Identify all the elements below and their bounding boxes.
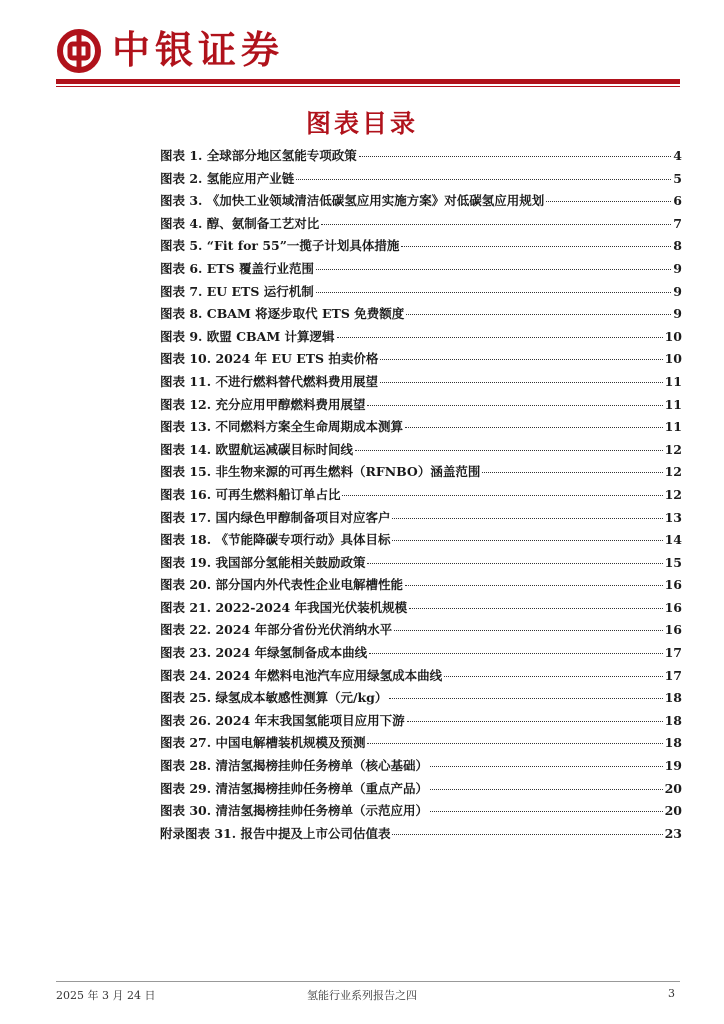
toc-entry[interactable]	[160, 440, 682, 463]
toc-entry-page[interactable]: 9	[673, 306, 682, 322]
toc-entry[interactable]	[160, 756, 682, 779]
toc-leader-dots	[405, 585, 663, 586]
toc-entry[interactable]	[160, 282, 682, 305]
toc-entry-page[interactable]: 15	[664, 554, 682, 570]
toc-leader-dots	[392, 834, 662, 835]
toc-entry[interactable]	[160, 553, 682, 576]
toc-entry-page[interactable]: 5	[673, 170, 682, 186]
bank-of-china-logo-icon	[56, 28, 102, 74]
toc-leader-dots	[367, 743, 662, 744]
toc-entry-label[interactable]: 图表 22. 2024 年部分省份光伏消纳水平	[160, 622, 393, 638]
toc-entry-label[interactable]: 图表 30. 清洁氢揭榜挂帅任务榜单（示范应用）	[160, 803, 428, 819]
toc-entry[interactable]	[160, 688, 682, 711]
footer-rule	[56, 981, 680, 982]
toc-leader-dots	[367, 563, 662, 564]
toc-leader-dots	[409, 608, 663, 609]
toc-entry[interactable]	[160, 304, 682, 327]
toc-leader-dots	[430, 766, 663, 767]
toc-entry[interactable]	[160, 666, 682, 689]
toc-leader-dots	[337, 337, 663, 338]
toc-entry[interactable]	[160, 779, 682, 802]
toc-leader-dots	[380, 382, 663, 383]
toc-leader-dots	[367, 405, 662, 406]
toc-entry-label[interactable]: 图表 20. 部分国内外代表性企业电解槽性能	[160, 577, 403, 593]
toc-leader-dots	[430, 811, 663, 812]
toc-entry[interactable]	[160, 191, 682, 214]
toc-entry-label[interactable]: 图表 21. 2022-2024 年我国光伏装机规模	[160, 599, 408, 615]
toc-entry-label[interactable]: 图表 6. ETS 覆盖行业范围	[160, 260, 314, 276]
toc-entry-label[interactable]: 图表 5. “Fit for 55”一揽子计划具体措施	[160, 238, 400, 254]
toc-entry-page[interactable]: 12	[664, 486, 682, 502]
toc-entry-label[interactable]: 图表 29. 清洁氢揭榜挂帅任务榜单（重点产品）	[160, 780, 428, 796]
toc-leader-dots	[359, 156, 672, 157]
toc-entry-label[interactable]: 图表 19. 我国部分氢能相关鼓励政策	[160, 554, 366, 570]
toc-leader-dots	[355, 450, 663, 451]
toc-entry-page[interactable]: 4	[673, 148, 682, 163]
toc-entry-label[interactable]: 图表 14. 欧盟航运减碳目标时间线	[160, 441, 353, 457]
toc-leader-dots	[405, 427, 663, 428]
table-of-figures	[160, 146, 682, 846]
toc-entry-page[interactable]: 20	[664, 803, 682, 819]
toc-entry-page[interactable]: 17	[664, 645, 682, 661]
toc-entry-label[interactable]: 附录图表 31. 报告中提及上市公司估值表	[160, 825, 391, 841]
toc-entry[interactable]	[160, 575, 682, 598]
toc-entry-label[interactable]: 图表 17. 国内绿色甲醇制备项目对应客户	[160, 509, 391, 525]
toc-entry[interactable]	[160, 417, 682, 440]
toc-leader-dots	[380, 359, 662, 360]
toc-entry-label[interactable]: 图表 25. 绿氢成本敏感性测算（元/kg）	[160, 690, 388, 706]
toc-entry-page[interactable]: 13	[664, 509, 682, 525]
toc-entry[interactable]	[160, 349, 682, 372]
toc-entry-page[interactable]: 10	[664, 328, 682, 344]
toc-leader-dots	[546, 201, 671, 202]
toc-entry-page[interactable]: 9	[673, 283, 682, 299]
toc-entry[interactable]	[160, 711, 682, 734]
toc-entry[interactable]	[160, 462, 682, 485]
toc-entry[interactable]	[160, 530, 682, 553]
toc-entry-label[interactable]: 图表 28. 清洁氢揭榜挂帅任务榜单（核心基础）	[160, 758, 428, 774]
toc-leader-dots	[394, 630, 663, 631]
toc-entry-page[interactable]: 17	[664, 667, 682, 683]
toc-entry-label[interactable]: 图表 15. 非生物来源的可再生燃料（RFNBO）涵盖范围	[160, 464, 481, 480]
toc-entry-page[interactable]: 12	[664, 464, 682, 480]
toc-entry[interactable]	[160, 620, 682, 643]
toc-leader-dots	[430, 789, 663, 790]
toc-entry[interactable]	[160, 372, 682, 395]
toc-entry-page[interactable]: 18	[664, 690, 682, 706]
toc-entry-label[interactable]: 图表 2. 氢能应用产业链	[160, 170, 295, 186]
toc-entry-page[interactable]: 23	[664, 825, 682, 841]
toc-entry-page[interactable]: 20	[664, 780, 682, 796]
toc-entry-label[interactable]: 图表 1. 全球部分地区氢能专项政策	[160, 148, 357, 163]
toc-entry[interactable]	[160, 824, 682, 847]
toc-entry-label[interactable]: 图表 23. 2024 年绿氢制备成本曲线	[160, 645, 368, 661]
header-rule	[56, 79, 680, 84]
toc-entry-page[interactable]: 11	[664, 396, 682, 412]
toc-entry-label[interactable]: 图表 18. 《节能降碳专项行动》具体目标	[160, 532, 391, 548]
toc-entry-label[interactable]: 图表 12. 充分应用甲醇燃料费用展望	[160, 396, 366, 412]
toc-entry[interactable]	[160, 485, 682, 508]
toc-leader-dots	[369, 653, 663, 654]
toc-entry-page[interactable]: 19	[664, 758, 682, 774]
page-number: 3	[668, 987, 675, 1000]
toc-entry[interactable]	[160, 327, 682, 350]
toc-entry-page[interactable]: 14	[664, 532, 682, 548]
footer-date: 2025 年 3 月 24 日	[56, 989, 156, 1002]
toc-leader-dots	[296, 179, 671, 180]
toc-entry[interactable]	[160, 259, 682, 282]
toc-entry-page[interactable]: 10	[664, 351, 682, 367]
toc-entry-label[interactable]: 图表 11. 不进行燃料替代燃料费用展望	[160, 373, 378, 389]
toc-leader-dots	[407, 721, 663, 722]
toc-entry[interactable]	[160, 598, 682, 621]
toc-entry-label[interactable]: 图表 9. 欧盟 CBAM 计算逻辑	[160, 328, 335, 344]
toc-leader-dots	[389, 698, 662, 699]
toc-entry-label[interactable]: 图表 7. EU ETS 运行机制	[160, 283, 314, 299]
toc-entry-label[interactable]: 图表 3. 《加快工业领域清洁低碳氢应用实施方案》对低碳氢应用规划	[160, 193, 545, 209]
toc-leader-dots	[392, 518, 662, 519]
toc-entry-page[interactable]: 9	[673, 260, 682, 276]
toc-entry[interactable]	[160, 395, 682, 418]
page-header	[0, 0, 724, 90]
toc-entry-page[interactable]: 18	[664, 735, 682, 751]
toc-leader-dots	[392, 540, 662, 541]
toc-leader-dots	[482, 472, 662, 473]
toc-entry-label[interactable]: 图表 8. CBAM 将逐步取代 ETS 免费额度	[160, 306, 405, 322]
toc-entry-page[interactable]: 6	[673, 193, 682, 209]
toc-leader-dots	[316, 292, 672, 293]
toc-entry-page[interactable]: 18	[664, 712, 682, 728]
toc-entry-label[interactable]: 图表 13. 不同燃料方案全生命周期成本测算	[160, 419, 403, 435]
toc-entry-page[interactable]: 16	[664, 577, 682, 593]
toc-entry-page[interactable]: 16	[664, 599, 682, 615]
toc-entry[interactable]	[160, 146, 682, 169]
toc-entry-page[interactable]: 8	[673, 238, 682, 254]
toc-entry-label[interactable]: 图表 10. 2024 年 EU ETS 拍卖价格	[160, 351, 379, 367]
toc-entry-label[interactable]: 图表 26. 2024 年末我国氢能项目应用下游	[160, 712, 405, 728]
toc-leader-dots	[342, 495, 662, 496]
toc-leader-dots	[406, 314, 671, 315]
toc-leader-dots	[321, 224, 671, 225]
toc-entry[interactable]	[160, 733, 682, 756]
toc-entry-page[interactable]: 11	[664, 419, 682, 435]
toc-entry[interactable]	[160, 214, 682, 237]
header-rule-thin	[56, 86, 680, 87]
toc-entry-label[interactable]: 图表 16. 可再生燃料船订单占比	[160, 486, 341, 502]
footer-series-title: 氢能行业系列报告之四	[307, 989, 417, 1002]
toc-entry-label[interactable]: 图表 27. 中国电解槽装机规模及预测	[160, 735, 366, 751]
toc-entry[interactable]	[160, 236, 682, 259]
toc-entry-label[interactable]: 图表 24. 2024 年燃料电池汽车应用绿氢成本曲线	[160, 667, 443, 683]
toc-entry-page[interactable]: 16	[664, 622, 682, 638]
toc-leader-dots	[316, 269, 671, 270]
toc-entry[interactable]	[160, 169, 682, 192]
toc-entry-label[interactable]: 图表 4. 醇、氨制备工艺对比	[160, 215, 320, 231]
toc-entry-page[interactable]: 12	[664, 441, 682, 457]
toc-entry-page[interactable]: 11	[664, 373, 682, 389]
toc-entry[interactable]	[160, 643, 682, 666]
toc-entry[interactable]	[160, 508, 682, 531]
brand-name: 中银证券	[112, 28, 285, 72]
toc-leader-dots	[401, 246, 671, 247]
toc-leader-dots	[444, 676, 663, 677]
toc-entry[interactable]	[160, 801, 682, 824]
toc-entry-page[interactable]: 7	[673, 215, 682, 231]
page-title: 图表目录	[305, 109, 418, 138]
